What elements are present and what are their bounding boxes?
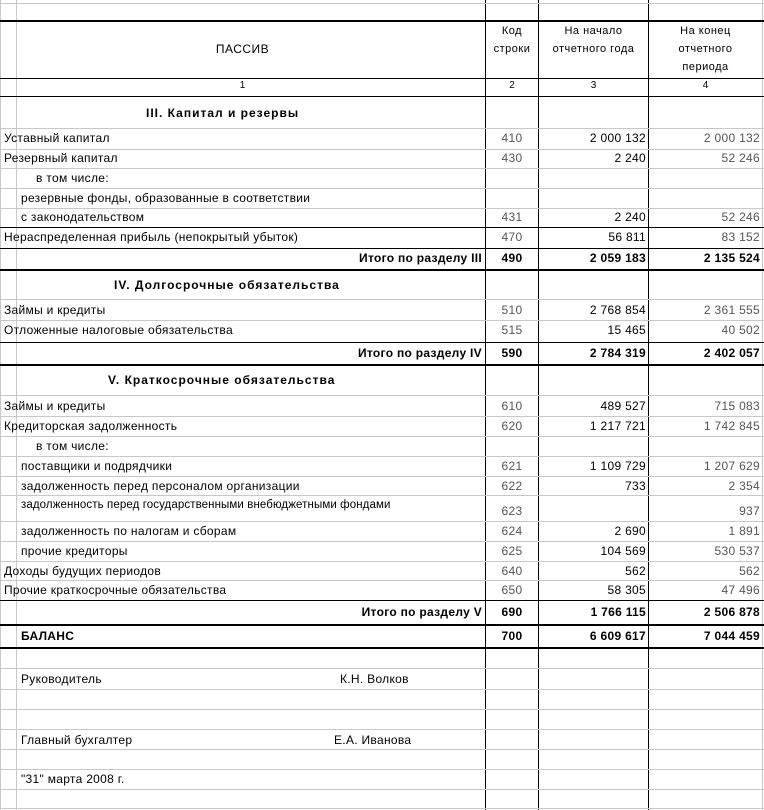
row-code: 690: [501, 605, 523, 619]
row-code: 624: [501, 524, 523, 538]
row-value-end: 937: [739, 504, 760, 518]
row-name: Доходы будущих периодов: [4, 564, 162, 578]
column-header-end-line2: отчетного: [678, 43, 733, 55]
column-header-end-line1: На конец: [680, 25, 731, 37]
accountant-label: Главный бухгалтер: [21, 733, 133, 747]
row-value-start: 733: [625, 479, 646, 493]
row-code: 515: [501, 323, 523, 337]
row-value-end: 52 246: [721, 151, 760, 165]
row-value-start: 1 766 115: [590, 605, 646, 619]
row-code: 622: [501, 479, 523, 493]
row-value-end: 2 354: [728, 479, 760, 493]
row-name: с законодательством: [21, 210, 145, 224]
row-name: Итого по разделу V: [361, 605, 482, 619]
row-code: 590: [501, 346, 523, 360]
row-value-end: 715 083: [714, 399, 760, 413]
head-label: Руководитель: [21, 672, 102, 686]
row-value-end: 1 207 629: [703, 459, 760, 473]
row-value-end: 1 891: [728, 524, 760, 538]
row-value-start: 104 569: [600, 544, 646, 558]
row-value-end: 47 496: [721, 583, 760, 597]
row-name: Отложенные налоговые обязательства: [4, 323, 233, 337]
row-code: 621: [501, 459, 523, 473]
row-value-start: 489 527: [600, 399, 646, 413]
column-number-1: 1: [239, 80, 246, 91]
row-value-start: 6 609 617: [589, 629, 646, 643]
row-code: 640: [501, 564, 523, 578]
row-name: Резервный капитал: [4, 151, 118, 165]
column-header-code: [486, 22, 538, 58]
row-value-end: 7 044 459: [703, 629, 760, 643]
row-value-end: 2 135 524: [703, 251, 760, 265]
section-title-long-term: IV. Долгосрочные обязательства: [114, 278, 340, 292]
row-name: Итого по разделу III: [359, 251, 482, 265]
row-name: прочие кредиторы: [21, 544, 128, 558]
row-code: 431: [501, 210, 523, 224]
row-value-end: 2 361 555: [703, 303, 760, 317]
row-code: 470: [501, 230, 523, 244]
row-code: 510: [501, 303, 523, 317]
row-value-end: 83 152: [721, 230, 760, 244]
row-value-end: 2 402 057: [703, 346, 760, 360]
row-value-end: 1 742 845: [703, 419, 760, 433]
row-name: в том числе:: [36, 171, 109, 185]
row-name: задолженность перед государственными внебюджетными фондами: [21, 499, 391, 511]
section-title-short-term: V. Краткосрочные обязательства: [108, 373, 336, 387]
column-header-code-line2: строки: [493, 43, 531, 55]
row-value-start: 1 109 729: [589, 459, 646, 473]
row-value-end: 52 246: [721, 210, 760, 224]
row-name: задолженность по налогам и сборам: [21, 524, 237, 538]
head-name: К.Н. Волков: [340, 672, 409, 686]
row-value-start: 2 059 183: [589, 251, 646, 265]
column-header-start: [539, 22, 648, 58]
row-code: 430: [501, 151, 523, 165]
row-value-start: 2 240: [614, 210, 646, 224]
row-value-start: 56 811: [608, 230, 646, 244]
row-code: 700: [501, 629, 523, 643]
row-value-end: 530 537: [714, 544, 760, 558]
column-number-2: 2: [509, 80, 515, 91]
section-title-capital: III. Капитал и резервы: [146, 106, 300, 120]
report-date: "31" марта 2008 г.: [21, 772, 125, 786]
row-name: Нераспределенная прибыль (непокрытый убыток): [4, 230, 299, 244]
column-header-end: [649, 22, 762, 76]
column-header-start-line1: На начало: [564, 25, 623, 37]
column-number-3: 3: [590, 80, 597, 91]
row-name: Уставный капитал: [4, 131, 110, 145]
row-value-start: 2 000 132: [589, 131, 646, 145]
row-value-start: 2 768 854: [589, 303, 646, 317]
row-code: 490: [501, 251, 523, 265]
column-number-4: 4: [702, 80, 709, 91]
row-value-start: 15 465: [607, 323, 646, 337]
row-value-end: 2 506 878: [703, 605, 760, 619]
row-name: БАЛАНС: [21, 629, 75, 643]
row-value-start: 58 305: [607, 583, 646, 597]
row-name: Прочие краткосрочные обязательства: [4, 583, 227, 597]
row-code: 625: [501, 544, 523, 558]
row-name: Кредиторская задолженность: [4, 419, 178, 433]
column-header-title: ПАССИВ: [215, 42, 270, 56]
column-header-end-line3: периода: [682, 61, 729, 73]
row-value-start: 2 784 319: [589, 346, 646, 360]
row-value-start: 562: [625, 564, 646, 578]
row-name: Итого по разделу IV: [357, 346, 482, 360]
row-value-end: 562: [739, 564, 760, 578]
row-name: Займы и кредиты: [4, 399, 106, 413]
column-header-code-line1: Код: [501, 25, 523, 37]
row-code: 620: [501, 419, 523, 433]
row-value-start: 1 217 721: [589, 419, 646, 433]
row-name: в том числе:: [36, 439, 109, 453]
row-code: 650: [501, 583, 523, 597]
row-value-start: 2 240: [614, 151, 646, 165]
row-code: 410: [501, 131, 523, 145]
row-name: Займы и кредиты: [4, 303, 106, 317]
column-header-start-line2: отчетного года: [552, 43, 635, 55]
row-name: поставщики и подрядчики: [21, 459, 173, 473]
accountant-name: Е.А. Иванова: [334, 733, 412, 747]
row-value-end: 2 000 132: [703, 131, 760, 145]
row-value-start: 2 690: [614, 524, 646, 538]
row-code: 610: [501, 399, 523, 413]
row-name: задолженность перед персоналом организации: [21, 479, 300, 493]
row-code: 623: [501, 504, 523, 518]
row-name: резервные фонды, образованные в соответствии: [21, 191, 311, 205]
row-value-end: 40 502: [721, 323, 760, 337]
